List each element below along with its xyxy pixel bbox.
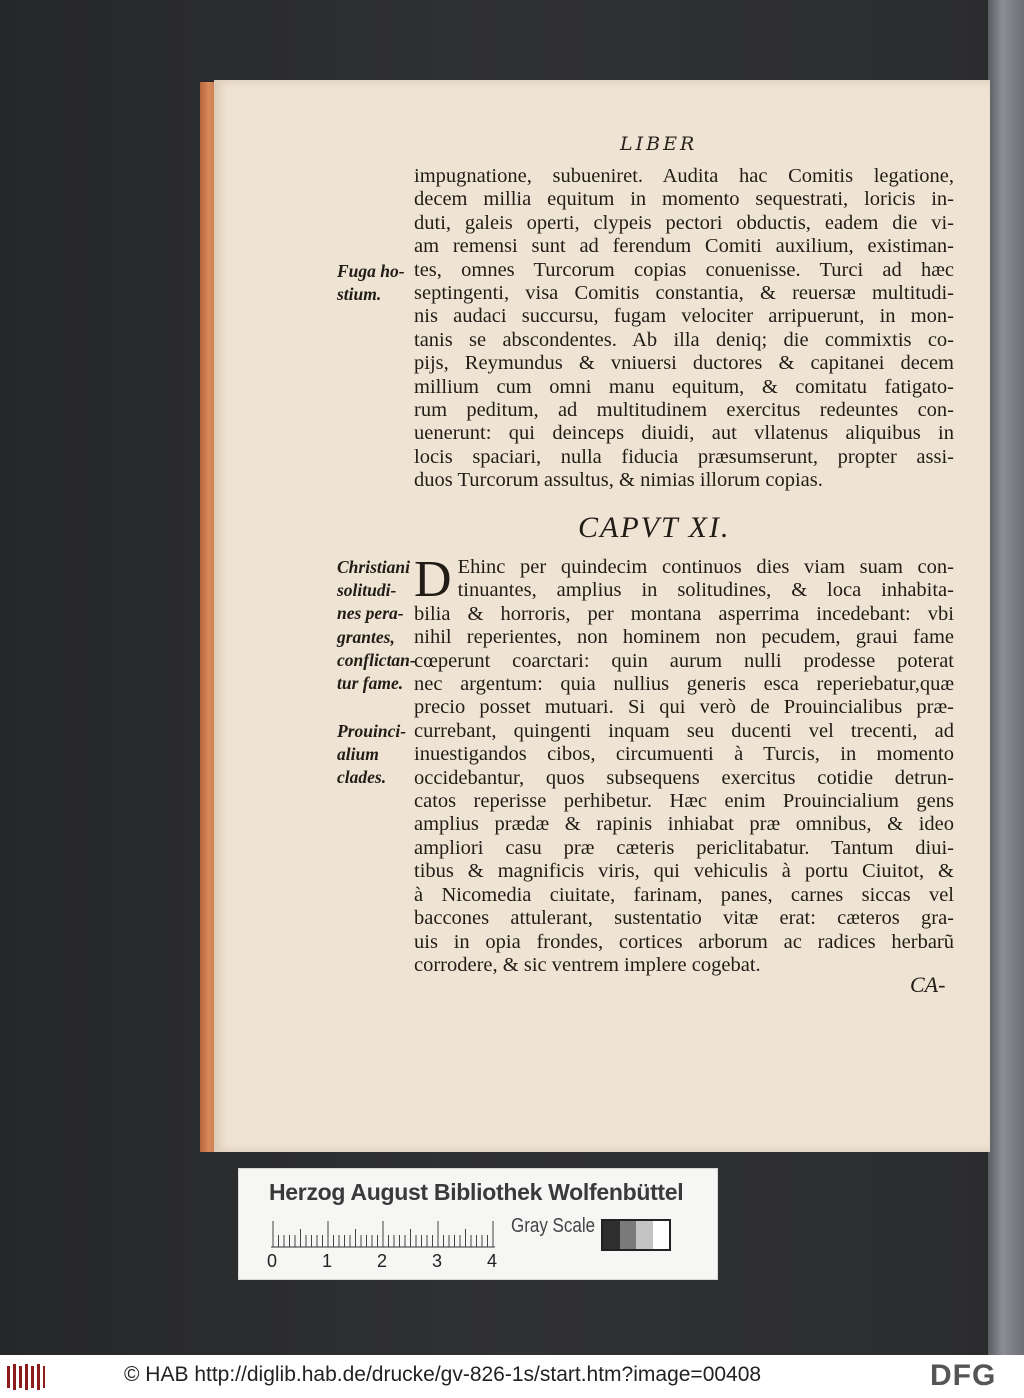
text-line: Ehinc per quindecim continuos dies viam suam con- — [457, 556, 954, 578]
margin-note-flight — [337, 260, 405, 306]
text-line: tinuantes, amplius in solitudines, & loca inhabita- — [457, 579, 954, 602]
margin-note-christians — [337, 556, 416, 695]
text-line: ampliori casu præ cæteris periclitabatur. Tantum diui- — [414, 836, 954, 859]
text-line: precio posset mutuari. Si qui verò de Prouincialibus præ- — [414, 696, 954, 719]
text-line: millium cum omni manu equitum, & comitatu fatigato- — [414, 375, 954, 398]
footer-bar — [0, 1355, 1024, 1398]
text-line: nis audaci succursu, fugam velociter arripuerunt, in mon- — [414, 305, 954, 328]
margin-line: solitudi- — [337, 580, 397, 601]
text-line: inuestigandos cibos, circumuenti à Turcis, in momento — [414, 743, 954, 766]
text-line: septingenti, visa Comitis constantia, & reuersæ multitudi- — [414, 282, 954, 305]
gray-scale-label: Gray Scale — [511, 1215, 596, 1237]
gray-swatch — [636, 1221, 653, 1249]
library-name: Herzog August Bibliothek Wolfenbüttel — [269, 1179, 684, 1205]
margin-line: conflictan- — [337, 649, 416, 670]
gray-swatch — [620, 1221, 637, 1249]
text-line: catos reperisse perhibetur. Hæc enim Prouincialium gens — [414, 790, 954, 813]
ruler-numbers — [267, 1251, 507, 1273]
margin-line: grantes, — [337, 626, 395, 647]
text-line: cœperunt coarctari: quin aurum nulli prodesse poterat — [414, 649, 954, 672]
text-line: corrodere, & sic ventrem implere cogebat. — [414, 953, 761, 976]
text-line: nihil reperientes, non hominem non pecudem, graui fame — [414, 626, 954, 649]
dfg-logo: DFG — [930, 1359, 997, 1392]
margin-line: Prouinci- — [337, 721, 407, 741]
text-line: impugnatione, subueniret. Audita hac Comitis legatione, — [414, 165, 954, 187]
margin-line: Christiani — [337, 557, 410, 577]
text-line: tanis se abscondentes. Ab illa deniq; die commixtis co- — [414, 328, 954, 351]
adjacent-page-edge — [988, 0, 1024, 1355]
text-line: uenerunt: qui deinceps diuidi, aut vllatenus aliquibus in — [414, 422, 954, 445]
text-line: currebant, quingenti inquam seu ducenti vel trecenti, ad — [414, 719, 954, 742]
text-line: pijs, Reymundus & vniuersi ductores & capitanei decem — [414, 352, 954, 375]
running-head: LIBER — [620, 133, 698, 155]
paragraph-1 — [414, 165, 954, 493]
paragraph-2 — [414, 551, 954, 977]
ruler-scale — [271, 1217, 495, 1249]
text-line: nec argentum: quia nullius generis esca reperiebatur,quæ — [414, 673, 954, 696]
ruler-number: 2 — [377, 1251, 388, 1271]
text-line: occidebantur, quos subsequens exercitus cotidie detrun- — [414, 766, 954, 789]
gray-scale-swatches — [601, 1219, 671, 1251]
text-line: tes, omnes Turcorum copias conuenisse. Turci ad hæc — [414, 258, 954, 281]
margin-line: nes pera- — [337, 603, 404, 624]
margin-note-provincials — [337, 720, 406, 790]
chapter-heading: CAPVT XI. — [578, 511, 731, 544]
ruler-number: 4 — [487, 1251, 498, 1271]
text-line: rum peditum, ad multitudinem exercitus redeuntes con- — [414, 399, 954, 422]
drop-capital: D — [414, 551, 452, 608]
margin-line: clades. — [337, 767, 387, 788]
text-line: locis spaciari, nulla fiducia præsumserunt, propter assi- — [414, 445, 954, 468]
margin-line: stium. — [337, 284, 382, 305]
text-line: decem millia equitum in momento sequestrati, loricis in- — [414, 188, 954, 211]
catchword: CA- — [910, 972, 946, 997]
ruler-number: 0 — [267, 1251, 278, 1271]
margin-line: tur fame. — [337, 673, 404, 694]
library-label-card — [238, 1168, 718, 1280]
text-line: baccones attulerant, sustentatio vitæ erat: cæteros gra- — [414, 907, 954, 930]
gray-swatch — [603, 1221, 620, 1249]
ruler-number: 1 — [322, 1251, 333, 1271]
gray-swatch — [653, 1221, 670, 1249]
text-line: bilia & horroris, per montana asperrima incedebant: vbi — [414, 602, 954, 625]
margin-line: Fuga ho- — [337, 261, 405, 281]
text-line: à Nicomedia ciuitate, farinam, panes, carnes siccas vel — [414, 883, 954, 906]
margin-line: alium — [337, 744, 379, 765]
text-line: tibus & magnificis viris, qui vehiculis à portu Ciuitot, & — [414, 860, 954, 883]
text-line: amplius prædæ & rapinis inhiabat præ omnibus, & ideo — [414, 813, 954, 836]
text-line: uis in opia frondes, cortices arborum ac radices herbarũ — [414, 930, 954, 953]
text-line: am remensi sunt ad ferendum Comiti auxilium, existiman- — [414, 235, 954, 258]
ruler-number: 3 — [432, 1251, 443, 1271]
citation-link[interactable]: © HAB http://diglib.hab.de/drucke/gv-826-1s/start.htm?image=00408 — [124, 1363, 762, 1386]
text-line: duos Turcorum assultus, & nimias illorum copias. — [414, 469, 823, 492]
text-line: duti, galeis operti, clypeis pectori obductis, eadem die vi- — [414, 211, 954, 234]
hab-logo-icon — [6, 1363, 46, 1391]
